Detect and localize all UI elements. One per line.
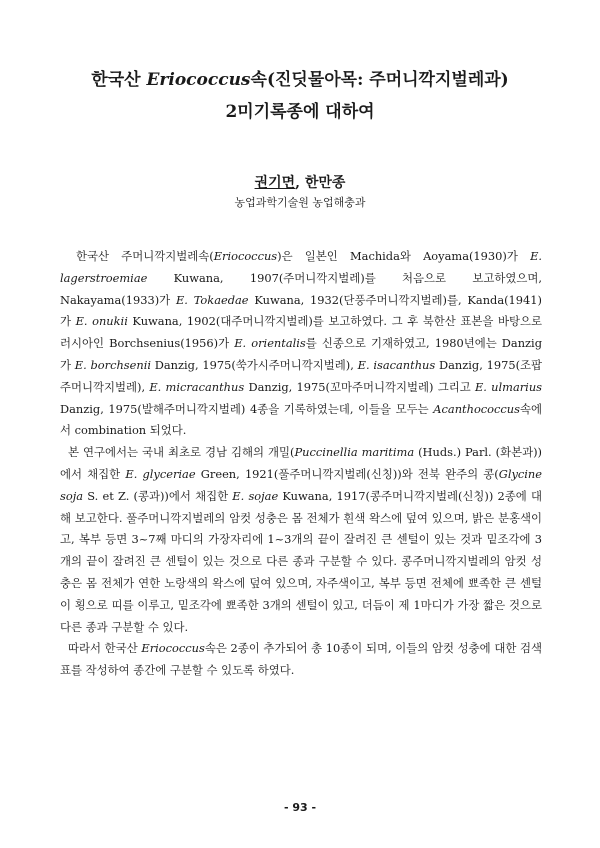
title-line-1: 한국산 Eriococcus속(진딧물아목: 주머니깍지벌레과) [91, 70, 509, 90]
paragraph-2: 본 연구에서는 국내 최초로 경남 김해의 개밀(Puccinellia maritima (Huds.) Parl. (화본과))에서 채집한 E. glyceriae Green, 1921(풀주머니깍지벌레(신칭))와 전북 완주의 콩(Glycine soja S. et Z. (콩과))에서 채집한 E. sojae Kuwana, 1917(콩주머니깍지벌레(신칭)) 2종에 대해 보고한다. 풀주머니깍지벌레의 암컷 성충은 몸 전체가 흰색 왁스에 덮여 있으며, 밝은 분홍색이고, 복부 등면 3~7째 마디의 가장자리에 1~3개의 끝이 잘려진 큰 센털이 있는 것과 밑조각에 3개의 끝이 잘려진 큰 센털이 있는 것으로 다른 종과 구분할 수 있다. 콩주머니깍지벌레의 암컷 성충은 몸 전체가 연한 노랑색의 왁스에 덮여 있으며, 자주색이고, 복부 등면 전체에 뾰족한 큰 센털이 횡으로 띠를 이루고, 밑조각에 뾰족한 3개의 센털이 있고, 더듬이 제 1마디가 가장 짧은 것으로 다른 종과 구분할 수 있다. [60, 445, 543, 634]
author-list: 권기면, 한만종 [254, 175, 346, 191]
page-number: - 93 - [283, 801, 317, 814]
author-affiliation: 농업과학기술원 농업해충과 [234, 196, 366, 209]
author-secondary: 한만종 [304, 175, 346, 191]
author-primary: 권기면 [254, 175, 296, 191]
paper-title [40, 66, 560, 126]
paragraph-3: 따라서 한국산 Eriococcus속은 2종이 추가되어 총 10종이 되며, 이들의 암컷 성충에 대한 검색표를 작성하여 종간에 구분할 수 있도록 하였다. [60, 641, 543, 678]
title-line-2: 2미기록종에 대하여 [225, 102, 375, 122]
paragraph-1: 한국산 주머니깍지벌레속(Eriococcus)은 일본인 Machida와 Aoyama(1930)가 E. lagerstroemiae Kuwana, 1907(주머니깍지벌레)를 처음으로 보고하였으며, Nakayama(1933)가 E. Tokaedae Kuwana, 1932(단풍주머니깍지벌레)를, Kanda(1941)가 E. onukii Kuwana, 1902(대주머니깍지벌레)를 보고하였다. 그 후 북한산 표본을 바탕으로 러시아인 Borchsenius(1956)가 E. orientalis를 신종으로 기재하였고, 1980년에는 Danzig가 E. borchsenii Danzig, 1975(쑥가시주머니깍지벌레), E. isacanthus Danzig, 1975(조팝주머니깍지벌레), E. micracanthus Danzig, 1975(꼬마주머니깍지벌레) 그리고 E. ulmarius Danzig, 1975(발해주머니깍지벌레) 4종을 기록하였는데, 이들을 모두는 Acanthococcus속에서 combination 되었다. [60, 249, 543, 438]
abstract-body [60, 246, 542, 682]
